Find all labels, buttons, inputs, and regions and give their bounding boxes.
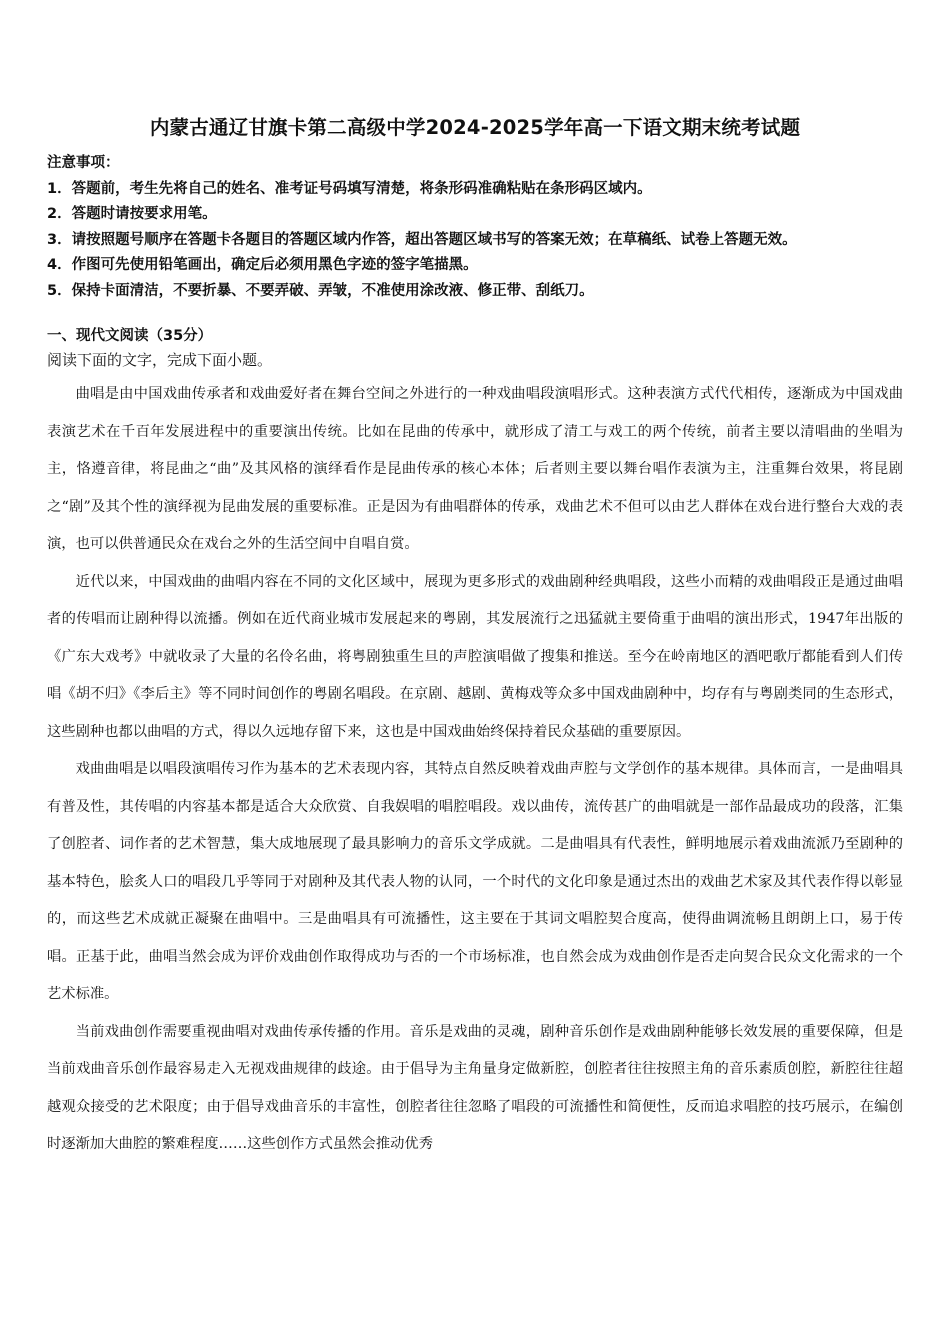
notice-block <box>47 151 927 304</box>
section-heading: 一、现代文阅读（35分） <box>47 328 213 344</box>
notice-item: 2．答题时请按要求用笔。 <box>47 206 217 222</box>
passage-paragraph: 当前戏曲创作需要重视曲唱对戏曲传承传播的作用。音乐是戏曲的灵魂，剧种音乐创作是戏曲剧种能够长效发展的重要保障，但是当前戏曲音乐创作最容易走入无视戏曲规律的歧途。由于倡导为主角量身定做新腔，创腔者往往按照主角的音乐素质创腔，新腔往往超越观众接受的艺术限度；由于倡导戏曲音乐的丰富性，创腔者往往忽略了唱段的可流播性和简便性，反而追求唱腔的技巧展示，在编创时逐渐加大曲腔的繁难程度……这些创作方式虽然会推动优秀 <box>47 1023 903 1152</box>
notice-item: 3．请按照题号顺序在答题卡各题目的答题区域内作答，超出答题区域书写的答案无效；在草稿纸、试卷上答题无效。 <box>47 231 797 248</box>
section-instruction: 阅读下面的文字，完成下面小题。 <box>47 351 273 369</box>
section-header <box>47 324 927 372</box>
passage-paragraph: 近代以来，中国戏曲的曲唱内容在不同的文化区域中，展现为更多形式的戏曲剧种经典唱段，这些小而精的戏曲唱段正是通过曲唱者的传唱而让剧种得以流播。例如在近代商业城市发展起来的粤剧，其发展流行之迅猛就主要倚重于曲唱的演出形式，1947年出版的《广东大戏考》中就收录了大量的名伶名曲，将粤剧独重生旦的声腔演唱做了搜集和推送。至今在岭南地区的酒吧歌厅都能看到人们传唱《胡不归》《李后主》等不同时间创作的粤剧名唱段。在京剧、越剧、黄梅戏等众多中国戏曲剧种中，均存有与粤剧类同的生态形式，这些剧种也都以曲唱的方式，得以久远地存留下来，这也是中国戏曲始终保持着民众基础的重要原因。 <box>47 573 903 740</box>
reading-passage <box>47 376 903 1164</box>
notice-item: 1．答题前，考生先将自己的姓名、准考证号码填写清楚，将条形码准确粘贴在条形码区域内。 <box>47 180 652 197</box>
passage-paragraph: 曲唱是由中国戏曲传承者和戏曲爱好者在舞台空间之外进行的一种戏曲唱段演唱形式。这种表演方式代代相传，逐渐成为中国戏曲表演艺术在千百年发展进程中的重要演出传统。比如在昆曲的传承中，就形成了清工与戏工的两个传统，前者主要以清唱曲的坐唱为主，恪遵音律，将昆曲之“曲”及其风格的演绎看作是昆曲传承的核心本体；后者则主要以舞台唱作表演为主，注重舞台效果，将昆剧之“剧”及其个性的演绎视为昆曲发展的重要标准。正是因为有曲唱群体的传承，戏曲艺术不但可以由艺人群体在戏台进行整台大戏的表演，也可以供普通民众在戏台之外的生活空间中自唱自赏。 <box>47 386 903 552</box>
notice-item: 5．保持卡面清洁，不要折暴、不要弄破、弄皱，不准使用涂改液、修正带、刮纸刀。 <box>47 282 594 299</box>
passage-paragraph: 戏曲曲唱是以唱段演唱传习作为基本的艺术表现内容，其特点自然反映着戏曲声腔与文学创作的基本规律。具体而言，一是曲唱具有普及性，其传唱的内容基本都是适合大众欣赏、自我娱唱的唱腔唱段。戏以曲传，流传甚广的曲唱就是一部作品最成功的段落，汇集了创腔者、词作者的艺术智慧，集大成地展现了最具影响力的音乐文学成就。二是曲唱具有代表性，鲜明地展示着戏曲流派乃至剧种的基本特色，脍炙人口的唱段几乎等同于对剧种及其代表人物的认同，一个时代的文化印象是通过杰出的戏曲艺术家及其代表作得以彰显的，而这些艺术成就正凝聚在曲唱中。三是曲唱具有可流播性，这主要在于其词文唱腔契合度高，使得曲调流畅且朗朗上口，易于传唱。正基于此，曲唱当然会成为评价戏曲创作取得成功与否的一个市场标准，也自然会成为戏曲创作是否走向契合民众文化需求的一个艺术标准。 <box>47 761 903 1002</box>
exam-title: 内蒙古通辽甘旗卡第二高级中学2024-2025学年高一下语文期末统考试题 <box>149 116 801 139</box>
notice-item: 4．作图可先使用铅笔画出，确定后必须用黑色字迹的签字笔描黑。 <box>47 257 478 273</box>
notice-heading: 注意事项： <box>47 155 120 171</box>
